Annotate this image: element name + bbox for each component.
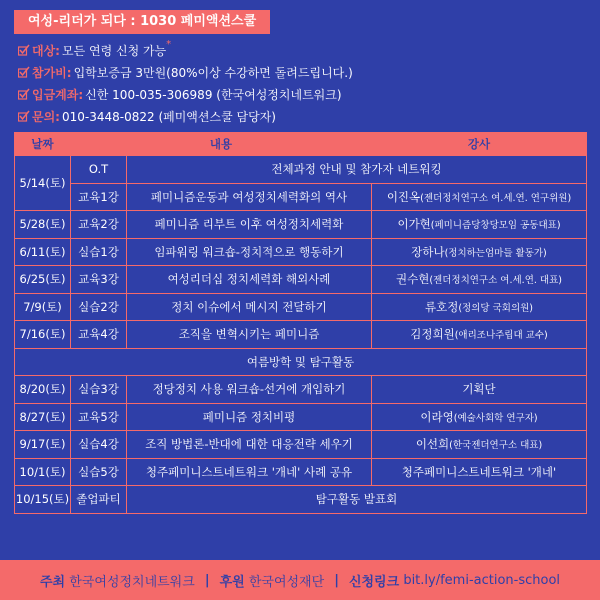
- link-label: 신청링크: [348, 574, 400, 590]
- date-cell: 10/1(토): [15, 458, 71, 486]
- footer: [0, 560, 600, 600]
- type-cell: 실습5강: [71, 458, 127, 486]
- instructor-name: 장하나: [411, 244, 445, 259]
- instructor-name: 이가현: [397, 217, 431, 232]
- date-cell: 6/11(토): [15, 238, 71, 266]
- instructor-name: 기획단: [462, 382, 496, 397]
- instructor-cell: [372, 183, 587, 211]
- page-title: 여성-리더가 되다 : 1030 페미액션스쿨: [14, 10, 270, 34]
- info-account: [18, 84, 353, 104]
- header-content: 내용: [71, 133, 372, 156]
- type-cell: 교육4강: [71, 321, 127, 349]
- info-value: 010-3448-0822 (페미액션스쿨 담당자): [61, 109, 276, 124]
- content-cell: 전체과정 안내 및 참가자 네트워킹: [127, 156, 587, 184]
- content-cell: 임파워링 워크숍-정치적으로 행동하기: [127, 238, 372, 266]
- content-cell: 탐구활동 발표회: [127, 486, 587, 514]
- header-date: 날짜: [15, 133, 71, 156]
- date-cell: 5/28(토): [15, 211, 71, 239]
- instructor-affiliation: (젠더정치연구소 여.세.연. 대표): [429, 275, 562, 287]
- checkbox-icon: [18, 88, 30, 100]
- table-row: [15, 403, 587, 431]
- instructor-name: 이선희: [415, 437, 450, 452]
- instructor-cell: [372, 431, 587, 459]
- table-row: [15, 238, 587, 266]
- info-label: 입금계좌:: [32, 87, 84, 102]
- content-cell: 페미니즘운동과 여성정치세력화의 역사: [127, 183, 372, 211]
- type-cell: 실습3강: [71, 376, 127, 404]
- instructor-affiliation: (페미니즘당창당모임 공동대표): [430, 220, 561, 232]
- instructor-name: 김정희원: [410, 327, 455, 342]
- date-cell: 10/15(토): [15, 486, 71, 514]
- date-cell: 9/17(토): [15, 431, 71, 459]
- date-cell: 8/20(토): [15, 376, 71, 404]
- instructor-cell: [372, 321, 587, 349]
- content-cell: 페미니즘 정치비평: [127, 403, 372, 431]
- type-cell: 교육5강: [71, 403, 127, 431]
- instructor-affiliation: (정의당 국회의원): [458, 302, 533, 314]
- date-cell: 6/25(토): [15, 266, 71, 294]
- footer-separator: |: [334, 572, 339, 588]
- table-row: [15, 486, 587, 514]
- type-cell: O.T: [71, 156, 127, 184]
- instructor-cell: [372, 293, 587, 321]
- table-row-break: [15, 348, 587, 376]
- registration-link[interactable]: bit.ly/femi-action-school: [403, 572, 561, 588]
- sponsor-label: 후원: [219, 574, 245, 590]
- instructor-affiliation: (예술사회학 연구자): [453, 412, 538, 424]
- date-cell: 8/27(토): [15, 403, 71, 431]
- content-cell: 청주페미니스트네트워크 '개네' 사례 공유: [127, 458, 372, 486]
- info-value: 모든 연령 신청 가능: [61, 43, 167, 58]
- info-label: 문의:: [32, 109, 60, 124]
- date-cell: 5/14(토): [15, 156, 71, 211]
- type-cell: 졸업파티: [71, 486, 127, 514]
- break-cell: 여름방학 및 탐구활동: [15, 348, 587, 376]
- table-row: [15, 431, 587, 459]
- type-cell: 교육1강: [71, 183, 127, 211]
- instructor-name: 권수현: [396, 272, 430, 287]
- instructor-cell: [372, 403, 587, 431]
- checkbox-icon: [18, 66, 30, 78]
- content-cell: 정치 이슈에서 메시지 전달하기: [127, 293, 372, 321]
- date-cell: 7/16(토): [15, 321, 71, 349]
- table-row: [15, 321, 587, 349]
- table-row: [15, 156, 587, 184]
- instructor-name: 이라영: [420, 409, 454, 424]
- host-label: 주최: [39, 574, 66, 590]
- content-cell: 여성리더십 정치세력화 해외사례: [127, 266, 372, 294]
- content-cell: 페미니즘 리부트 이후 여성정치세력화: [127, 211, 372, 239]
- table-row: [15, 458, 587, 486]
- info-contact: [18, 106, 353, 126]
- instructor-cell: [372, 266, 587, 294]
- sponsor-name: 한국여성재단: [248, 574, 325, 590]
- instructor-cell: [372, 238, 587, 266]
- type-cell: 실습4강: [71, 431, 127, 459]
- checkbox-icon: [18, 110, 30, 122]
- info-target: [18, 40, 353, 60]
- table-header-row: [15, 133, 587, 156]
- table-row: [15, 376, 587, 404]
- type-cell: 교육3강: [71, 266, 127, 294]
- instructor-affiliation: (한국젠더연구소 대표): [449, 440, 543, 452]
- content-cell: 조직 방법론-반대에 대한 대응전략 세우기: [127, 431, 372, 459]
- instructor-cell: [372, 211, 587, 239]
- info-section: [18, 40, 353, 128]
- info-value: 신한 100-035-306989 (한국여성정치네트워크): [85, 87, 342, 102]
- table-row: [15, 293, 587, 321]
- table-row: [15, 211, 587, 239]
- instructor-affiliation: (정치하는엄마들 활동가): [444, 247, 547, 259]
- instructor-name: 이진옥: [386, 189, 421, 204]
- info-label: 대상:: [32, 43, 60, 58]
- info-label: 참가비:: [32, 65, 72, 80]
- table-row: [15, 183, 587, 211]
- host-name: 한국여성정치네트워크: [69, 574, 195, 590]
- schedule-table: [14, 132, 587, 514]
- instructor-cell: [372, 458, 587, 486]
- footer-separator: |: [204, 572, 210, 588]
- info-value: 입학보증금 3만원(80%이상 수강하면 돌려드립니다.): [73, 65, 353, 80]
- checkbox-icon: [18, 44, 30, 56]
- type-cell: 실습1강: [71, 238, 127, 266]
- star-mark: *: [166, 38, 172, 50]
- table-row: [15, 266, 587, 294]
- header-instructor: 강사: [372, 133, 587, 156]
- date-cell: 7/9(토): [15, 293, 71, 321]
- content-cell: 정당정치 사용 워크숍-선거에 개입하기: [127, 376, 372, 404]
- instructor-affiliation: (애리조나주립대 교수): [454, 330, 548, 342]
- type-cell: 교육2강: [71, 211, 127, 239]
- instructor-affiliation: (젠더정치연구소 여.세.연. 연구위원): [420, 192, 572, 204]
- instructor-name: 청주페미니스트네트워크 '개네': [401, 464, 557, 479]
- type-cell: 실습2강: [71, 293, 127, 321]
- content-cell: 조직을 변혁시키는 페미니즘: [127, 321, 372, 349]
- instructor-name: 류호정: [425, 299, 459, 314]
- instructor-cell: [372, 376, 587, 404]
- info-fee: [18, 62, 353, 82]
